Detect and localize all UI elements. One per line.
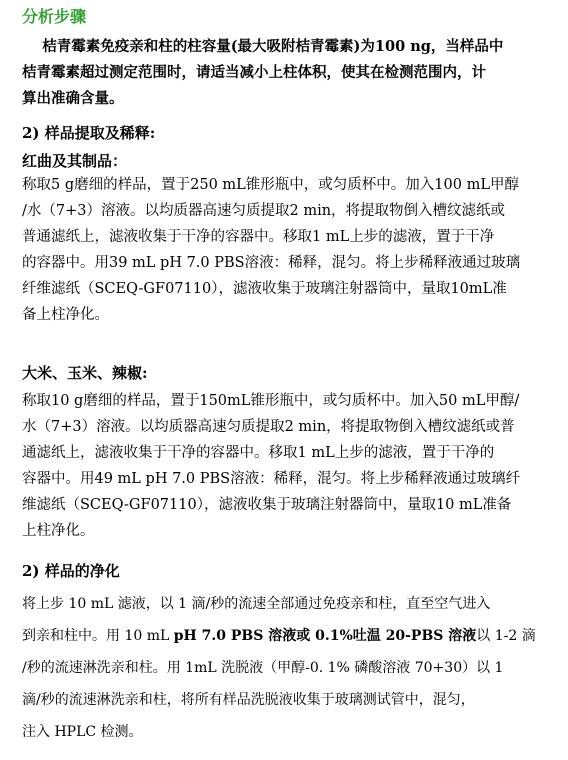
- paragraph-line: 上柱净化。: [22, 523, 95, 539]
- text-run: 到亲和柱中。用 10 mL: [22, 628, 174, 644]
- intro-line: 算出准确含量。: [22, 90, 124, 107]
- paragraph-line: 称取10 g磨细的样品，置于150mL锥形瓶中，或匀质杯中。加入50 mL甲醇/: [22, 393, 520, 409]
- paragraph-line: 容器中。用49 mL pH 7.0 PBS溶液：稀释，混匀。将上步稀释液通过玻璃纤: [22, 471, 521, 487]
- page-title: 分析步骤: [22, 7, 87, 26]
- paragraph-line: 注入 HPLC 检测。: [22, 724, 143, 740]
- paragraph-purification: [22, 588, 552, 748]
- paragraph-rice-corn-chili: [22, 388, 552, 544]
- paragraph-line: 的容器中。用39 mL pH 7.0 PBS溶液：稀释，混匀。将上步稀释液通过玻璃: [22, 255, 521, 271]
- paragraph-red-yeast: [22, 172, 552, 328]
- subheading-rice-corn-chili: 大米、玉米、辣椒:: [22, 364, 148, 382]
- paragraph-line: 备上柱净化。: [22, 307, 109, 323]
- bold-text-run: pH 7.0 PBS 溶液或 0.1%吐温 20-PBS 溶液: [173, 628, 477, 644]
- paragraph-line: 通滤纸上，滤液收集于干净的容器中。移取1 mL上步的滤液，置于干净的: [22, 445, 495, 461]
- paragraph-line: 普通滤纸上，滤液收集于干净的容器中。移取1 mL上步的滤液，置于干净: [22, 229, 495, 245]
- intro-line: 桔青霉素免疫亲和柱的柱容量(最大吸附桔青霉素)为100 ng，当样品中: [22, 38, 504, 55]
- section-heading-purification: 2) 样品的净化: [22, 562, 120, 580]
- subheading-red-yeast: 红曲及其制品：: [22, 152, 128, 170]
- paragraph-line: 将上步 10 mL 滤液，以 1 滴/秒的流速全部通过免疫亲和柱，直至空气进入: [22, 596, 491, 612]
- paragraph-line: 维滤纸（SCEQ-GF07110），滤液收集于玻璃注射器筒中，量取10 mL准备: [22, 497, 512, 513]
- paragraph-line: /秒的流速淋洗亲和柱。用 1mL 洗脱液（甲醇-0. 1% 磷酸溶液 70+30）以 1: [22, 660, 504, 676]
- text-run: 以 1-2 滴: [476, 628, 536, 644]
- intro-paragraph: [22, 34, 552, 112]
- paragraph-line: [22, 620, 552, 652]
- paragraph-line: 纤维滤纸（SCEQ-GF07110），滤液收集于玻璃注射器筒中，量取10mL准: [22, 281, 507, 297]
- intro-line: 桔青霉素超过测定范围时，请适当减小上柱体积，使其在检测范围内，计: [22, 64, 486, 81]
- paragraph-line: /水（7+3）溶液。以均质器高速匀质提取2 min，将提取物倒入槽纹滤纸或: [22, 203, 506, 219]
- paragraph-line: 滴/秒的流速淋洗亲和柱，将所有样品洗脱液收集于玻璃测试管中，混匀，: [22, 692, 475, 708]
- paragraph-line: 称取5 g磨细的样品，置于250 mL锥形瓶中，或匀质杯中。加入100 mL甲醇: [22, 177, 519, 193]
- section-heading-extraction: 2) 样品提取及稀释:: [22, 124, 156, 142]
- paragraph-line: 水（7+3）溶液。以均质器高速匀质提取2 min，将提取物倒入槽纹滤纸或普: [22, 419, 515, 435]
